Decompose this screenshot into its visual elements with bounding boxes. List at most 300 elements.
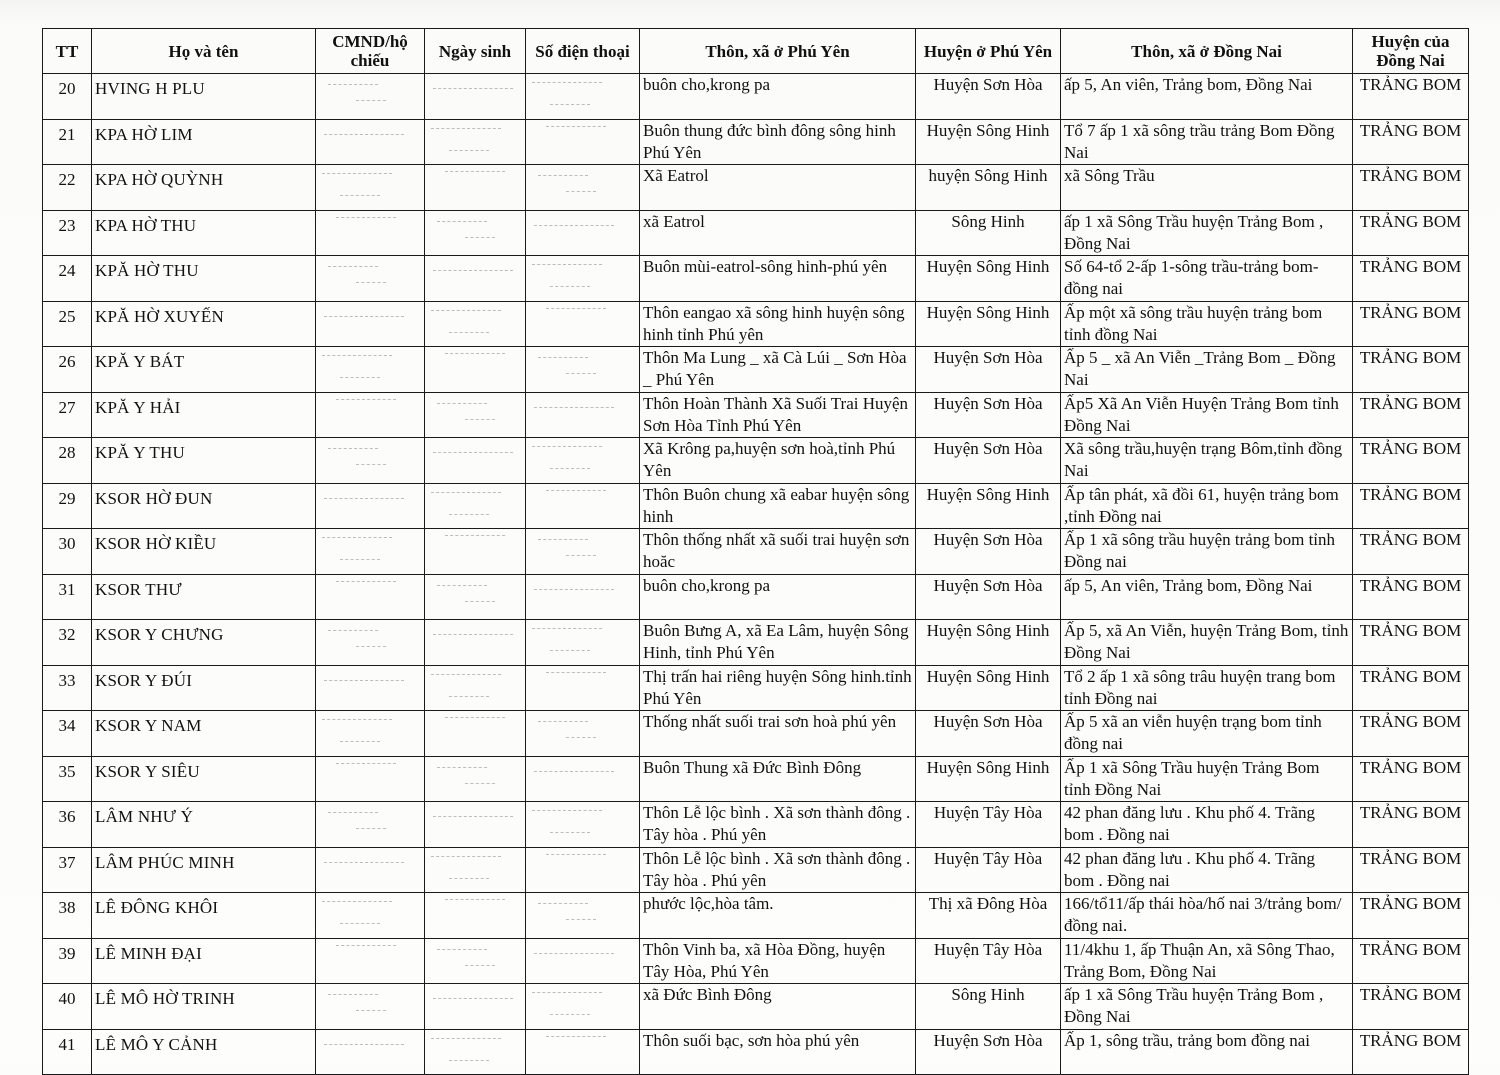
redaction-mark	[328, 448, 378, 450]
row-name: LÂM NHƯ Ý	[92, 802, 316, 848]
row-district-dong-nai: TRẢNG BOM	[1353, 529, 1469, 575]
registration-table	[42, 28, 1469, 1075]
row-phone-redacted	[526, 620, 640, 666]
redaction-mark	[532, 82, 602, 84]
redaction-mark	[322, 173, 392, 175]
row-id-redacted	[316, 483, 425, 529]
row-address-phu-yen: buôn cho,krong pa	[640, 574, 916, 620]
row-phone-redacted	[526, 984, 640, 1030]
row-phone-redacted	[526, 847, 640, 893]
redaction-mark	[356, 828, 386, 830]
table-row	[43, 256, 1469, 302]
redaction-mark	[356, 282, 386, 284]
row-dob-redacted	[425, 802, 526, 848]
redaction-mark	[437, 767, 487, 769]
redaction-mark	[550, 650, 590, 652]
row-dob-redacted	[425, 165, 526, 211]
redaction-mark	[534, 953, 614, 955]
row-id-redacted	[316, 574, 425, 620]
redaction-mark	[550, 104, 590, 106]
row-district-dong-nai: TRẢNG BOM	[1353, 256, 1469, 302]
header-name: Họ và tên	[92, 29, 316, 74]
redaction-mark	[324, 498, 404, 500]
redaction-mark	[465, 965, 495, 967]
redaction-mark	[336, 945, 396, 947]
row-district-phu-yen: Huyện Sông Hinh	[916, 256, 1061, 302]
row-district-dong-nai: TRẢNG BOM	[1353, 301, 1469, 347]
row-district-phu-yen: Huyện Sơn Hòa	[916, 392, 1061, 438]
redaction-mark	[449, 332, 489, 334]
row-address-dong-nai: Ấp5 Xã An Viễn Huyện Trảng Bom tỉnh Đồng Nai	[1061, 392, 1353, 438]
redaction-mark	[431, 856, 501, 858]
row-number: 34	[43, 711, 92, 757]
row-phone-redacted	[526, 665, 640, 711]
redaction-mark	[532, 264, 602, 266]
table-row	[43, 483, 1469, 529]
row-address-phu-yen: buôn cho,krong pa	[640, 74, 916, 120]
header-address-dong-nai: Thôn, xã ở Đồng Nai	[1061, 29, 1353, 74]
row-district-phu-yen: Huyện Sơn Hòa	[916, 1029, 1061, 1075]
redaction-mark	[445, 535, 505, 537]
row-dob-redacted	[425, 984, 526, 1030]
redaction-mark	[433, 998, 513, 1000]
row-phone-redacted	[526, 574, 640, 620]
row-name: KSOR Y NAM	[92, 711, 316, 757]
row-dob-redacted	[425, 483, 526, 529]
redaction-mark	[433, 452, 513, 454]
row-number: 31	[43, 574, 92, 620]
row-id-redacted	[316, 847, 425, 893]
row-district-dong-nai: TRẢNG BOM	[1353, 756, 1469, 802]
row-number: 27	[43, 392, 92, 438]
table-row	[43, 119, 1469, 165]
row-district-phu-yen: Sông Hinh	[916, 210, 1061, 256]
redaction-mark	[324, 862, 404, 864]
redaction-mark	[566, 555, 596, 557]
row-address-phu-yen: Buôn Bưng A, xã Ea Lâm, huyện Sông Hinh, tỉnh Phú Yên	[640, 620, 916, 666]
redaction-mark	[322, 355, 392, 357]
redaction-mark	[532, 992, 602, 994]
row-district-phu-yen: huyện Sông Hinh	[916, 165, 1061, 211]
row-id-redacted	[316, 893, 425, 939]
table-row	[43, 1029, 1469, 1075]
row-id-redacted	[316, 756, 425, 802]
row-address-phu-yen: Thôn eangao xã sông hinh huyện sông hinh tỉnh Phú yên	[640, 301, 916, 347]
row-name: KSOR Y ĐÚI	[92, 665, 316, 711]
redaction-mark	[534, 771, 614, 773]
redaction-mark	[445, 899, 505, 901]
row-name: KPA HỜ QUỲNH	[92, 165, 316, 211]
row-district-dong-nai: TRẢNG BOM	[1353, 165, 1469, 211]
redaction-mark	[340, 741, 380, 743]
row-dob-redacted	[425, 210, 526, 256]
redaction-mark	[336, 581, 396, 583]
row-dob-redacted	[425, 438, 526, 484]
row-number: 32	[43, 620, 92, 666]
redaction-mark	[328, 812, 378, 814]
row-id-redacted	[316, 1029, 425, 1075]
row-district-dong-nai: TRẢNG BOM	[1353, 984, 1469, 1030]
row-address-phu-yen: Thôn Lễ lộc bình . Xã sơn thành đông . Tây hòa . Phú yên	[640, 847, 916, 893]
redaction-mark	[538, 357, 588, 359]
row-address-dong-nai: 42 phan đăng lưu . Khu phố 4. Trãng bom . Đồng nai	[1061, 802, 1353, 848]
redaction-mark	[546, 854, 606, 856]
row-address-phu-yen: Buôn Thung xã Đức Bình Đông	[640, 756, 916, 802]
row-dob-redacted	[425, 711, 526, 757]
row-phone-redacted	[526, 711, 640, 757]
row-address-phu-yen: Thôn thống nhất xã suối trai huyện sơn hoăc	[640, 529, 916, 575]
redaction-mark	[433, 634, 513, 636]
row-dob-redacted	[425, 347, 526, 393]
redaction-mark	[328, 630, 378, 632]
row-dob-redacted	[425, 665, 526, 711]
redaction-mark	[322, 719, 392, 721]
row-name: KSOR Y SIÊU	[92, 756, 316, 802]
row-phone-redacted	[526, 210, 640, 256]
row-dob-redacted	[425, 893, 526, 939]
row-address-dong-nai: 166/tổ11/ấp thái hòa/hố nai 3/trảng bom/ đồng nai.	[1061, 893, 1353, 939]
redaction-mark	[431, 128, 501, 130]
row-address-phu-yen: Thôn Buôn chung xã eabar huyện sông hinh	[640, 483, 916, 529]
row-address-phu-yen: Xã Krông pa,huyện sơn hoà,tỉnh Phú Yên	[640, 438, 916, 484]
redaction-mark	[433, 88, 513, 90]
redaction-mark	[546, 672, 606, 674]
row-name: KPĂ Y THU	[92, 438, 316, 484]
redaction-mark	[324, 1044, 404, 1046]
redaction-mark	[340, 195, 380, 197]
table-row	[43, 347, 1469, 393]
row-number: 22	[43, 165, 92, 211]
redaction-mark	[324, 316, 404, 318]
redaction-mark	[546, 490, 606, 492]
row-address-dong-nai: ấp 5, An viên, Trảng bom, Đồng Nai	[1061, 74, 1353, 120]
row-phone-redacted	[526, 347, 640, 393]
row-number: 33	[43, 665, 92, 711]
redaction-mark	[534, 589, 614, 591]
row-phone-redacted	[526, 529, 640, 575]
row-id-redacted	[316, 74, 425, 120]
table-row	[43, 665, 1469, 711]
row-address-dong-nai: Ấp 1 xã sông trầu huyện trảng bom tỉnh Đồng nai	[1061, 529, 1353, 575]
row-address-phu-yen: Thôn Ma Lung _ xã Cà Lúi _ Sơn Hòa _ Phú Yên	[640, 347, 916, 393]
row-name: KSOR HỜ ĐUN	[92, 483, 316, 529]
row-number: 35	[43, 756, 92, 802]
redaction-mark	[328, 84, 378, 86]
table-row	[43, 802, 1469, 848]
row-dob-redacted	[425, 574, 526, 620]
row-address-dong-nai: Tổ 2 ấp 1 xã sông trâu huyện trang bom tỉnh Đồng nai	[1061, 665, 1353, 711]
redaction-mark	[534, 225, 614, 227]
header-address-phu-yen: Thôn, xã ở Phú Yên	[640, 29, 916, 74]
row-address-dong-nai: xã Sông Trầu	[1061, 165, 1353, 211]
row-district-phu-yen: Huyện Tây Hòa	[916, 802, 1061, 848]
row-district-dong-nai: TRẢNG BOM	[1353, 438, 1469, 484]
redaction-mark	[322, 537, 392, 539]
row-district-dong-nai: TRẢNG BOM	[1353, 347, 1469, 393]
row-address-dong-nai: Tổ 7 ấp 1 xã sông trầu trảng Bom Đồng Nai	[1061, 119, 1353, 165]
row-address-dong-nai: ấp 1 xã Sông Trầu huyện Trảng Bom , Đồng Nai	[1061, 984, 1353, 1030]
row-district-dong-nai: TRẢNG BOM	[1353, 1029, 1469, 1075]
row-address-phu-yen: xã Đức Bình Đông	[640, 984, 916, 1030]
table-row	[43, 165, 1469, 211]
row-district-dong-nai: TRẢNG BOM	[1353, 119, 1469, 165]
redaction-mark	[566, 373, 596, 375]
table-row	[43, 74, 1469, 120]
row-name: KSOR Y CHƯNG	[92, 620, 316, 666]
redaction-mark	[445, 717, 505, 719]
row-number: 21	[43, 119, 92, 165]
row-phone-redacted	[526, 1029, 640, 1075]
redaction-mark	[324, 680, 404, 682]
redaction-mark	[550, 468, 590, 470]
row-address-phu-yen: Buôn thung đức bình đông sông hinh Phú Yên	[640, 119, 916, 165]
redaction-mark	[538, 539, 588, 541]
row-name: HVING H PLU	[92, 74, 316, 120]
row-name: KPĂ Y BÁT	[92, 347, 316, 393]
row-dob-redacted	[425, 756, 526, 802]
row-id-redacted	[316, 392, 425, 438]
row-number: 37	[43, 847, 92, 893]
row-number: 20	[43, 74, 92, 120]
redaction-mark	[532, 446, 602, 448]
row-district-dong-nai: TRẢNG BOM	[1353, 392, 1469, 438]
row-phone-redacted	[526, 893, 640, 939]
row-address-phu-yen: phước lộc,hòa tâm.	[640, 893, 916, 939]
row-id-redacted	[316, 711, 425, 757]
row-phone-redacted	[526, 756, 640, 802]
redaction-mark	[449, 696, 489, 698]
row-district-dong-nai: TRẢNG BOM	[1353, 665, 1469, 711]
row-phone-redacted	[526, 938, 640, 984]
table-row	[43, 711, 1469, 757]
header-district-dong-nai: Huyện của Đồng Nai	[1353, 29, 1469, 74]
redaction-mark	[566, 191, 596, 193]
row-number: 23	[43, 210, 92, 256]
row-district-dong-nai: TRẢNG BOM	[1353, 483, 1469, 529]
redaction-mark	[534, 407, 614, 409]
row-district-phu-yen: Huyện Sông Hinh	[916, 756, 1061, 802]
redaction-mark	[340, 923, 380, 925]
row-phone-redacted	[526, 74, 640, 120]
row-address-dong-nai: Ấp 1, sông trầu, trảng bom đồng nai	[1061, 1029, 1353, 1075]
redaction-mark	[445, 353, 505, 355]
row-district-dong-nai: TRẢNG BOM	[1353, 74, 1469, 120]
row-number: 40	[43, 984, 92, 1030]
redaction-mark	[356, 646, 386, 648]
row-district-dong-nai: TRẢNG BOM	[1353, 893, 1469, 939]
row-name: LÂM PHÚC MINH	[92, 847, 316, 893]
redaction-mark	[538, 721, 588, 723]
table-row	[43, 529, 1469, 575]
row-number: 36	[43, 802, 92, 848]
row-district-phu-yen: Huyện Sơn Hòa	[916, 74, 1061, 120]
row-district-phu-yen: Thị xã Đông Hòa	[916, 893, 1061, 939]
table-row	[43, 756, 1469, 802]
table-row	[43, 893, 1469, 939]
redaction-mark	[356, 100, 386, 102]
row-address-dong-nai: ấp 1 xã Sông Trầu huyện Trảng Bom , Đồng Nai	[1061, 210, 1353, 256]
table-row	[43, 574, 1469, 620]
row-address-phu-yen: Thị trấn hai riêng huyện Sông hinh.tỉnh Phú Yên	[640, 665, 916, 711]
redaction-mark	[465, 237, 495, 239]
table-row	[43, 847, 1469, 893]
row-address-dong-nai: Ấp 5 xã an viễn huyện trạng bom tỉnh đồng nai	[1061, 711, 1353, 757]
row-phone-redacted	[526, 483, 640, 529]
redaction-mark	[356, 1010, 386, 1012]
redaction-mark	[546, 126, 606, 128]
redaction-mark	[546, 1036, 606, 1038]
table-row	[43, 938, 1469, 984]
redaction-mark	[532, 628, 602, 630]
redaction-mark	[449, 514, 489, 516]
row-dob-redacted	[425, 847, 526, 893]
row-address-dong-nai: Ấp 5 _ xã An Viễn _Trảng Bom _ Đồng Nai	[1061, 347, 1353, 393]
row-dob-redacted	[425, 256, 526, 302]
row-name: KPĂ HỜ XUYẾN	[92, 301, 316, 347]
row-name: KPA HỜ LIM	[92, 119, 316, 165]
redaction-mark	[550, 286, 590, 288]
row-district-phu-yen: Huyện Sơn Hòa	[916, 711, 1061, 757]
row-dob-redacted	[425, 74, 526, 120]
row-district-phu-yen: Huyện Sơn Hòa	[916, 438, 1061, 484]
row-district-phu-yen: Huyện Sơn Hòa	[916, 347, 1061, 393]
row-district-phu-yen: Huyện Tây Hòa	[916, 938, 1061, 984]
row-id-redacted	[316, 256, 425, 302]
row-id-redacted	[316, 984, 425, 1030]
row-address-phu-yen: Thôn suối bạc, sơn hòa phú yên	[640, 1029, 916, 1075]
row-address-dong-nai: Ấp tân phát, xã đồi 61, huyện trảng bom ,tỉnh Đồng nai	[1061, 483, 1353, 529]
row-id-redacted	[316, 938, 425, 984]
row-id-redacted	[316, 210, 425, 256]
row-district-dong-nai: TRẢNG BOM	[1353, 620, 1469, 666]
row-dob-redacted	[425, 620, 526, 666]
redaction-mark	[465, 419, 495, 421]
row-address-phu-yen: Thôn Vinh ba, xã Hòa Đồng, huyện Tây Hòa, Phú Yên	[640, 938, 916, 984]
redaction-mark	[431, 1038, 501, 1040]
redaction-mark	[566, 737, 596, 739]
row-district-dong-nai: TRẢNG BOM	[1353, 210, 1469, 256]
redaction-mark	[538, 175, 588, 177]
row-phone-redacted	[526, 438, 640, 484]
row-number: 26	[43, 347, 92, 393]
row-number: 29	[43, 483, 92, 529]
table-row	[43, 392, 1469, 438]
row-address-dong-nai: ấp 5, An viên, Trảng bom, Đồng Nai	[1061, 574, 1353, 620]
row-name: KSOR THƯ	[92, 574, 316, 620]
row-address-phu-yen: Thôn Lễ lộc bình . Xã sơn thành đông . Tây hòa . Phú yên	[640, 802, 916, 848]
row-dob-redacted	[425, 938, 526, 984]
row-number: 25	[43, 301, 92, 347]
row-district-dong-nai: TRẢNG BOM	[1353, 574, 1469, 620]
table-header-row	[43, 29, 1469, 74]
table-row	[43, 620, 1469, 666]
row-number: 28	[43, 438, 92, 484]
redaction-mark	[336, 217, 396, 219]
redaction-mark	[437, 585, 487, 587]
table-row	[43, 438, 1469, 484]
redaction-mark	[322, 901, 392, 903]
row-number: 39	[43, 938, 92, 984]
redaction-mark	[336, 763, 396, 765]
row-address-phu-yen: Xã Eatrol	[640, 165, 916, 211]
header-id: CMND/hộ chiếu	[316, 29, 425, 74]
redaction-mark	[538, 903, 588, 905]
redaction-mark	[465, 601, 495, 603]
row-id-redacted	[316, 438, 425, 484]
row-name: KPA HỜ THU	[92, 210, 316, 256]
redaction-mark	[449, 878, 489, 880]
row-district-phu-yen: Huyện Sông Hinh	[916, 665, 1061, 711]
redaction-mark	[445, 171, 505, 173]
row-address-dong-nai: Ấp 5, xã An Viễn, huyện Trảng Bom, tỉnh Đồng Nai	[1061, 620, 1353, 666]
redaction-mark	[550, 832, 590, 834]
row-name: KPĂ HỜ THU	[92, 256, 316, 302]
row-district-phu-yen: Huyện Sơn Hòa	[916, 574, 1061, 620]
redaction-mark	[437, 403, 487, 405]
redaction-mark	[328, 994, 378, 996]
row-phone-redacted	[526, 392, 640, 438]
redaction-mark	[340, 559, 380, 561]
redaction-mark	[449, 150, 489, 152]
row-district-phu-yen: Huyện Sông Hinh	[916, 119, 1061, 165]
row-address-dong-nai: Số 64-tổ 2-ấp 1-sông trầu-trảng bom-đồng nai	[1061, 256, 1353, 302]
header-district-phu-yen: Huyện ở Phú Yên	[916, 29, 1061, 74]
row-id-redacted	[316, 529, 425, 575]
row-district-phu-yen: Huyện Sông Hinh	[916, 301, 1061, 347]
row-district-phu-yen: Huyện Sông Hinh	[916, 483, 1061, 529]
row-name: LÊ MÔ HỜ TRINH	[92, 984, 316, 1030]
row-phone-redacted	[526, 256, 640, 302]
row-district-phu-yen: Sông Hinh	[916, 984, 1061, 1030]
table-body	[43, 74, 1469, 1075]
row-number: 38	[43, 893, 92, 939]
row-address-phu-yen: Buôn mùi-eatrol-sông hinh-phú yên	[640, 256, 916, 302]
row-address-dong-nai: 11/4khu 1, ấp Thuận An, xã Sông Thao, Trảng Bom, Đồng Nai	[1061, 938, 1353, 984]
row-id-redacted	[316, 665, 425, 711]
row-name: KSOR HỜ KIỀU	[92, 529, 316, 575]
row-dob-redacted	[425, 301, 526, 347]
table-row	[43, 210, 1469, 256]
redaction-mark	[324, 134, 404, 136]
row-address-phu-yen: Thống nhất suối trai sơn hoà phú yên	[640, 711, 916, 757]
row-phone-redacted	[526, 802, 640, 848]
redaction-mark	[431, 310, 501, 312]
redaction-mark	[433, 816, 513, 818]
header-tt: TT	[43, 29, 92, 74]
row-phone-redacted	[526, 165, 640, 211]
redaction-mark	[356, 464, 386, 466]
row-address-dong-nai: Ấp 1 xã Sông Trầu huyện Trảng Bom tỉnh Đồng Nai	[1061, 756, 1353, 802]
header-phone: Số điện thoại	[526, 29, 640, 74]
redaction-mark	[550, 1014, 590, 1016]
redaction-mark	[433, 270, 513, 272]
row-id-redacted	[316, 802, 425, 848]
redaction-mark	[449, 1060, 489, 1062]
redaction-mark	[532, 810, 602, 812]
redaction-mark	[465, 783, 495, 785]
row-id-redacted	[316, 301, 425, 347]
row-district-dong-nai: TRẢNG BOM	[1353, 802, 1469, 848]
row-number: 30	[43, 529, 92, 575]
table-row	[43, 301, 1469, 347]
redaction-mark	[431, 492, 501, 494]
redaction-mark	[431, 674, 501, 676]
row-dob-redacted	[425, 119, 526, 165]
row-id-redacted	[316, 165, 425, 211]
redaction-mark	[546, 308, 606, 310]
row-id-redacted	[316, 620, 425, 666]
table-row	[43, 984, 1469, 1030]
